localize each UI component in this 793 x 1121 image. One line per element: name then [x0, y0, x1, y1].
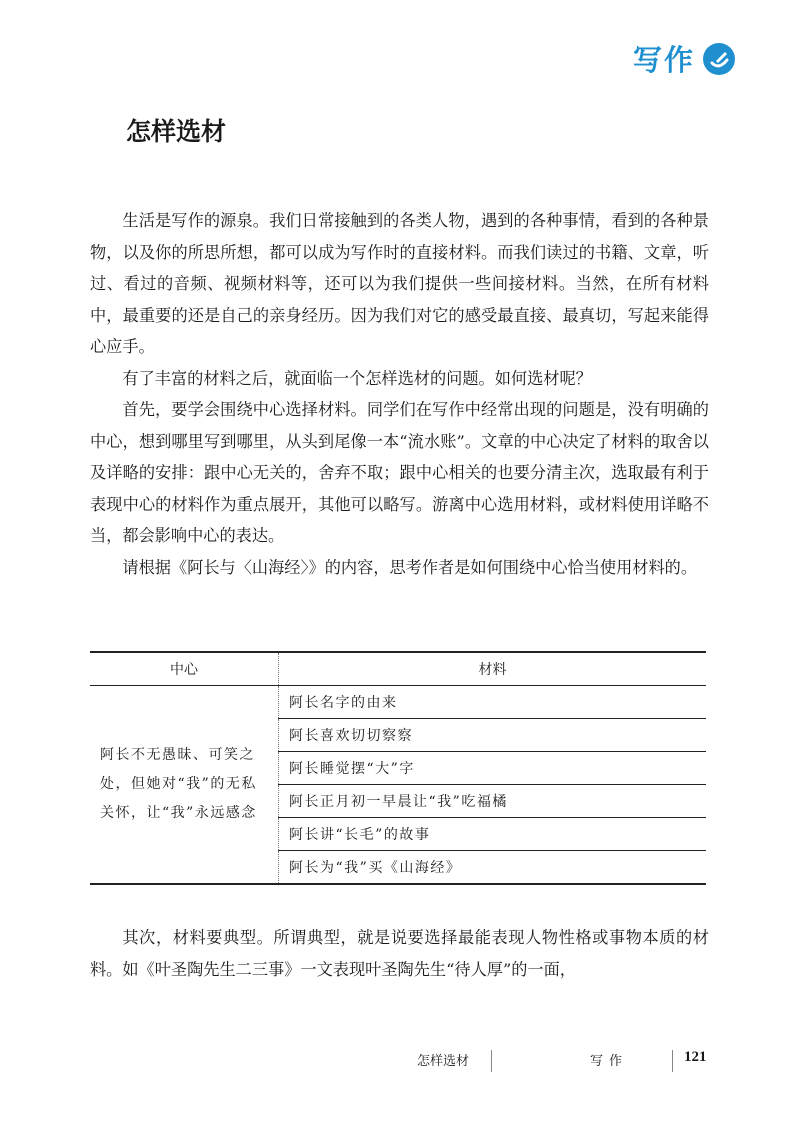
center-cell: 阿长不无愚昧、可笑之处，但她对“我”的无私关怀，让“我”永远感念 — [90, 686, 279, 885]
section-tag — [633, 38, 735, 79]
material-cell: 阿长为“我”买《山海经》 — [289, 860, 462, 876]
table-row — [90, 686, 706, 719]
paragraph: 生活是写作的源泉。我们日常接触到的各类人物，遇到的各种事情，看到的各种景物，以及你的所思所想，都可以成为写作时的直接材料。而我们读过的书籍、文章，听过、看过的音频、视频材料等，还可以为我们提供一些间接材料。当然，在所有材料中，最重要的还是自己的亲身经历。因为我们对它的感受最直接、最真切，写起来能得心应手。 — [90, 211, 709, 356]
material-cell: 阿长讲“长毛”的故事 — [279, 818, 707, 851]
page-footer — [0, 1050, 793, 1074]
body-text-continued — [90, 922, 709, 985]
page-number: 121 — [684, 1049, 707, 1065]
table-header-row — [90, 652, 706, 686]
paragraph: 有了丰富的材料之后，就面临一个怎样选材的问题。如何选材呢？ — [122, 368, 592, 388]
page-title: 怎样选材 — [126, 117, 227, 146]
paragraph: 请根据《阿长与〈山海经〉》的内容，思考作者是如何围绕中心恰当使用材料的。 — [122, 557, 698, 577]
material-cell: 阿长正月初一早晨让“我”吃福橘 — [279, 785, 707, 818]
paragraph: 首先，要学会围绕中心选择材料。同学们在写作中经常出现的问题是，没有明确的中心，想到哪里写到哪里，从头到尾像一本“流水账”。文章的中心决定了材料的取舍以及详略的安排：跟中心无关的，舍弃不取；跟中心相关的也要分清主次，选取最有利于表现中心的材料作为重点展开，其他可以略写。游离中心选用材料，或材料使用详略不当，都会影响中心的表达。 — [90, 400, 709, 545]
section-label: 写作 — [632, 43, 695, 77]
pen-circle-icon — [703, 43, 735, 75]
footer-section: 写作 — [590, 1054, 629, 1069]
body-text — [90, 205, 709, 583]
header-materials: 材料 — [279, 652, 707, 686]
material-cell: 阿长名字的由来 — [279, 686, 707, 719]
footer-title: 怎样选材 — [417, 1054, 470, 1069]
paragraph: 其次，材料要典型。所谓典型，就是说要选择最能表现人物性格或事物本质的材料。如《叶圣陶先生二三事》一文表现叶圣陶先生“待人厚”的一面， — [90, 928, 709, 979]
footer-divider — [491, 1050, 492, 1072]
material-table — [90, 651, 706, 885]
footer-divider — [672, 1050, 673, 1072]
material-cell: 阿长睡觉摆“大”字 — [279, 752, 707, 785]
material-cell: 阿长喜欢切切察察 — [279, 719, 707, 752]
header-center: 中心 — [90, 652, 279, 686]
